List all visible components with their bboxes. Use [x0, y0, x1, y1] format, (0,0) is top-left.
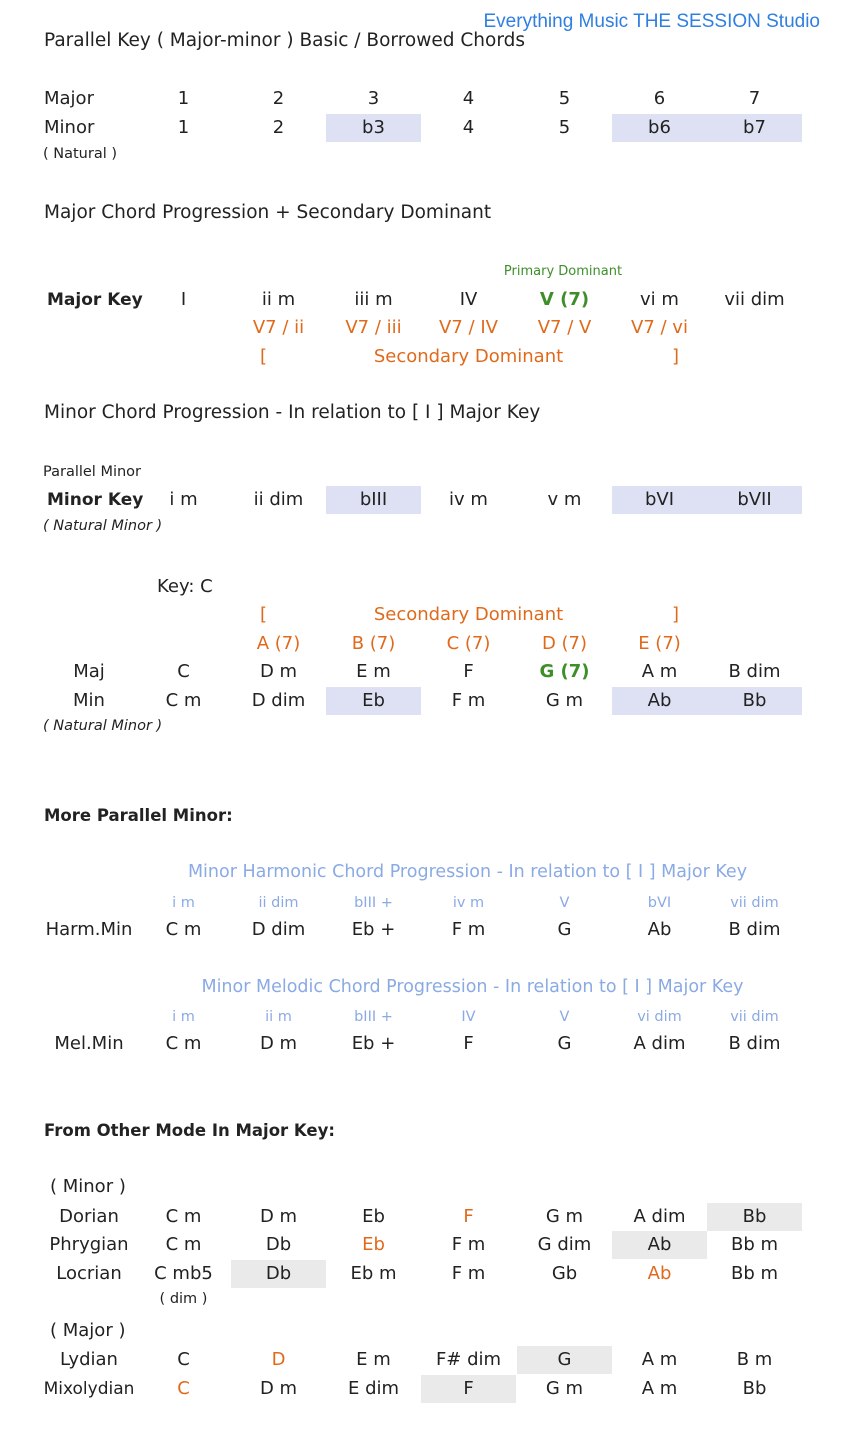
chord: vii dim	[724, 289, 785, 310]
chord: Eb +	[351, 919, 396, 940]
borrowed-chord: bIII	[326, 486, 421, 514]
chord: C mb5	[154, 1263, 213, 1284]
mixolydian-label: Mixolydian	[43, 1379, 135, 1399]
secondary-dominant: C (7)	[446, 633, 491, 654]
chord: Ab	[647, 919, 672, 940]
chord: D m	[259, 1206, 298, 1227]
borrowed-chord: Bb	[707, 687, 802, 715]
maj-label: Maj	[73, 661, 105, 682]
degree: vii dim	[730, 1009, 779, 1025]
primary-dominant-chord: G (7)	[539, 661, 590, 682]
major-degree: 1	[177, 88, 190, 109]
dorian-row	[0, 1203, 844, 1231]
degree: bIII +	[354, 895, 393, 911]
chord: A dim	[633, 1033, 686, 1054]
secondary-dominant: E (7)	[638, 633, 681, 654]
dim-note: ( dim )	[159, 1291, 208, 1307]
chord: v m	[547, 489, 582, 510]
locrian-row	[0, 1260, 844, 1288]
bracket-open: [	[260, 604, 268, 625]
primary-dominant-chord: V (7)	[539, 289, 590, 310]
chord: Bb	[742, 1378, 767, 1399]
characteristic-chord: F	[463, 1206, 474, 1227]
degree: bVI	[647, 895, 672, 911]
chord: C m	[165, 1206, 202, 1227]
secondary-dominant: V7 / ii	[252, 317, 305, 338]
chord: G m	[545, 1206, 584, 1227]
min-row	[0, 687, 844, 715]
secondary-dominant: A (7)	[256, 633, 301, 654]
borrowed-chord: Bb	[707, 1203, 802, 1231]
major-key-row	[0, 286, 844, 314]
bracket-close: ]	[672, 604, 680, 625]
major-degree: 2	[272, 88, 285, 109]
borrowed-degree: b6	[612, 114, 707, 142]
minor-degree: 1	[177, 117, 190, 138]
major-degree: 5	[558, 88, 571, 109]
chord: F m	[451, 919, 486, 940]
secondary-dominant-row	[0, 630, 844, 658]
chord: vi m	[640, 289, 679, 310]
borrowed-chord: F	[421, 1375, 516, 1403]
chord: F	[463, 1033, 474, 1054]
chord: E m	[356, 1349, 391, 1370]
harmonic-label: Harm.Min	[45, 919, 133, 940]
chord: G dim	[537, 1234, 592, 1255]
major-degree: 6	[653, 88, 666, 109]
section3-title: Minor Chord Progression - In relation to [ I ] Major Key	[44, 402, 541, 423]
section5-title: More Parallel Minor:	[44, 806, 233, 825]
secondary-dominant: V7 / IV	[439, 317, 498, 338]
chord: B dim	[728, 661, 781, 682]
bracket-open: [	[260, 346, 268, 367]
chord: A m	[641, 1349, 678, 1370]
secondary-dominant-row	[0, 314, 844, 342]
locrian-label: Locrian	[56, 1263, 122, 1284]
secondary-dominant: D (7)	[541, 633, 588, 654]
maj-row	[0, 658, 844, 686]
secondary-dominant: V7 / iii	[345, 317, 402, 338]
borrowed-chord: bVI	[612, 486, 707, 514]
borrowed-degree: b7	[707, 114, 802, 142]
chord: C	[177, 1349, 190, 1370]
chord: G m	[545, 1378, 584, 1399]
chord: A m	[641, 661, 678, 682]
chord: ii m	[261, 289, 296, 310]
degree: IV	[461, 1009, 476, 1025]
chord: G	[557, 1033, 572, 1054]
borrowed-chord: Db	[231, 1260, 326, 1288]
harmonic-title: Minor Harmonic Chord Progression - In relation to [ I ] Major Key	[187, 862, 748, 882]
secondary-dominant: V7 / V	[537, 317, 592, 338]
chord: iii m	[354, 289, 393, 310]
chord: I	[180, 289, 187, 310]
minor-degree: 2	[272, 117, 285, 138]
chord: E m	[356, 661, 391, 682]
chord: D m	[259, 1033, 298, 1054]
natural-minor-label: ( Natural Minor )	[43, 718, 163, 734]
minor-modes-label: ( Minor )	[50, 1176, 126, 1197]
melodic-chord-row	[0, 1030, 844, 1058]
section1-title: Parallel Key ( Major-minor ) Basic / Borrowed Chords	[44, 30, 525, 51]
chord: ii dim	[253, 489, 304, 510]
brand-title: Everything Music THE SESSION Studio	[483, 11, 820, 32]
borrowed-chord: Eb	[326, 687, 421, 715]
chord: A m	[641, 1378, 678, 1399]
chord: B m	[736, 1349, 773, 1370]
characteristic-chord: C	[177, 1378, 190, 1399]
melodic-title: Minor Melodic Chord Progression - In relation to [ I ] Major Key	[201, 977, 744, 997]
minor-degree: 5	[558, 117, 571, 138]
chord: F	[463, 661, 474, 682]
borrowed-chord: bVII	[707, 486, 802, 514]
mixolydian-row	[0, 1375, 844, 1403]
section2-title: Major Chord Progression + Secondary Dominant	[44, 202, 492, 223]
chord: D m	[259, 661, 298, 682]
major-degree: 4	[462, 88, 475, 109]
min-label: Min	[73, 690, 105, 711]
degree: vii dim	[730, 895, 779, 911]
chord: C	[177, 661, 190, 682]
major-modes-label: ( Major )	[50, 1320, 126, 1341]
chord: B dim	[728, 919, 781, 940]
harmonic-chord-row	[0, 916, 844, 944]
chord: Db	[265, 1234, 292, 1255]
section6-title: From Other Mode In Major Key:	[44, 1121, 335, 1140]
natural-label: ( Natural )	[43, 146, 118, 162]
chord: C m	[165, 1234, 202, 1255]
chord: E dim	[347, 1378, 400, 1399]
chord: Bb m	[730, 1263, 779, 1284]
degree: bIII +	[354, 1009, 393, 1025]
phrygian-row	[0, 1231, 844, 1259]
major-label: Major	[44, 88, 94, 109]
chord: C m	[165, 690, 202, 711]
borrowed-degree: b3	[326, 114, 421, 142]
chord: A dim	[633, 1206, 686, 1227]
characteristic-chord: D	[271, 1349, 286, 1370]
borrowed-chord: G	[517, 1346, 612, 1374]
dorian-label: Dorian	[59, 1206, 119, 1227]
lydian-label: Lydian	[60, 1349, 118, 1370]
harmonic-degree-row	[0, 889, 844, 917]
secondary-dominant-label: Secondary Dominant	[373, 346, 564, 367]
borrowed-chord: Ab	[612, 1231, 707, 1259]
parallel-minor-label: Parallel Minor	[43, 464, 142, 480]
chord: F m	[451, 1234, 486, 1255]
chord: F m	[451, 1263, 486, 1284]
secondary-dominant: V7 / vi	[631, 317, 688, 338]
degree: V	[559, 895, 570, 911]
chord: D m	[259, 1378, 298, 1399]
chord: D dim	[251, 690, 306, 711]
natural-minor-label: ( Natural Minor )	[43, 518, 163, 534]
major-degree: 7	[748, 88, 761, 109]
bracket-close: ]	[672, 346, 680, 367]
key-c-label: Key: C	[157, 576, 213, 597]
chord: IV	[459, 289, 478, 310]
chord: G	[557, 919, 572, 940]
characteristic-chord: Eb	[362, 1234, 385, 1255]
chord: G m	[545, 690, 584, 711]
chord: Eb	[362, 1206, 385, 1227]
degree: ii m	[265, 1009, 292, 1025]
melodic-label: Mel.Min	[54, 1033, 124, 1054]
chord: Eb +	[351, 1033, 396, 1054]
chord: F m	[451, 690, 486, 711]
secondary-dominant: B (7)	[351, 633, 396, 654]
lydian-row	[0, 1346, 844, 1374]
chord: B dim	[728, 1033, 781, 1054]
degree: vi dim	[637, 1009, 682, 1025]
degree: i m	[172, 1009, 195, 1025]
minor-degree-row	[0, 114, 844, 142]
chord: F# dim	[435, 1349, 502, 1370]
secondary-dominant-caption	[0, 343, 844, 371]
major-degree: 3	[367, 88, 380, 109]
minor-key-row	[0, 486, 844, 514]
major-degree-row	[0, 85, 844, 113]
degree: ii dim	[258, 895, 299, 911]
primary-dominant-label: Primary Dominant	[503, 264, 623, 279]
chord: Gb	[551, 1263, 578, 1284]
degree: V	[559, 1009, 570, 1025]
minor-key-label: Minor Key	[47, 490, 144, 510]
chord: Eb m	[350, 1263, 397, 1284]
characteristic-chord: Ab	[647, 1263, 672, 1284]
chord: i m	[169, 489, 198, 510]
minor-degree: 4	[462, 117, 475, 138]
degree: iv m	[452, 895, 485, 911]
melodic-degree-row	[0, 1003, 844, 1031]
chord: D dim	[251, 919, 306, 940]
secondary-dominant-label: Secondary Dominant	[373, 604, 564, 625]
phrygian-label: Phrygian	[49, 1234, 129, 1255]
minor-label: Minor	[44, 117, 95, 138]
chord: C m	[165, 1033, 202, 1054]
chord: Bb m	[730, 1234, 779, 1255]
chord: iv m	[449, 489, 488, 510]
borrowed-chord: Ab	[612, 687, 707, 715]
major-key-label: Major Key	[47, 290, 143, 310]
chord: C m	[165, 919, 202, 940]
secondary-dominant-caption	[0, 601, 844, 629]
degree: i m	[172, 895, 195, 911]
